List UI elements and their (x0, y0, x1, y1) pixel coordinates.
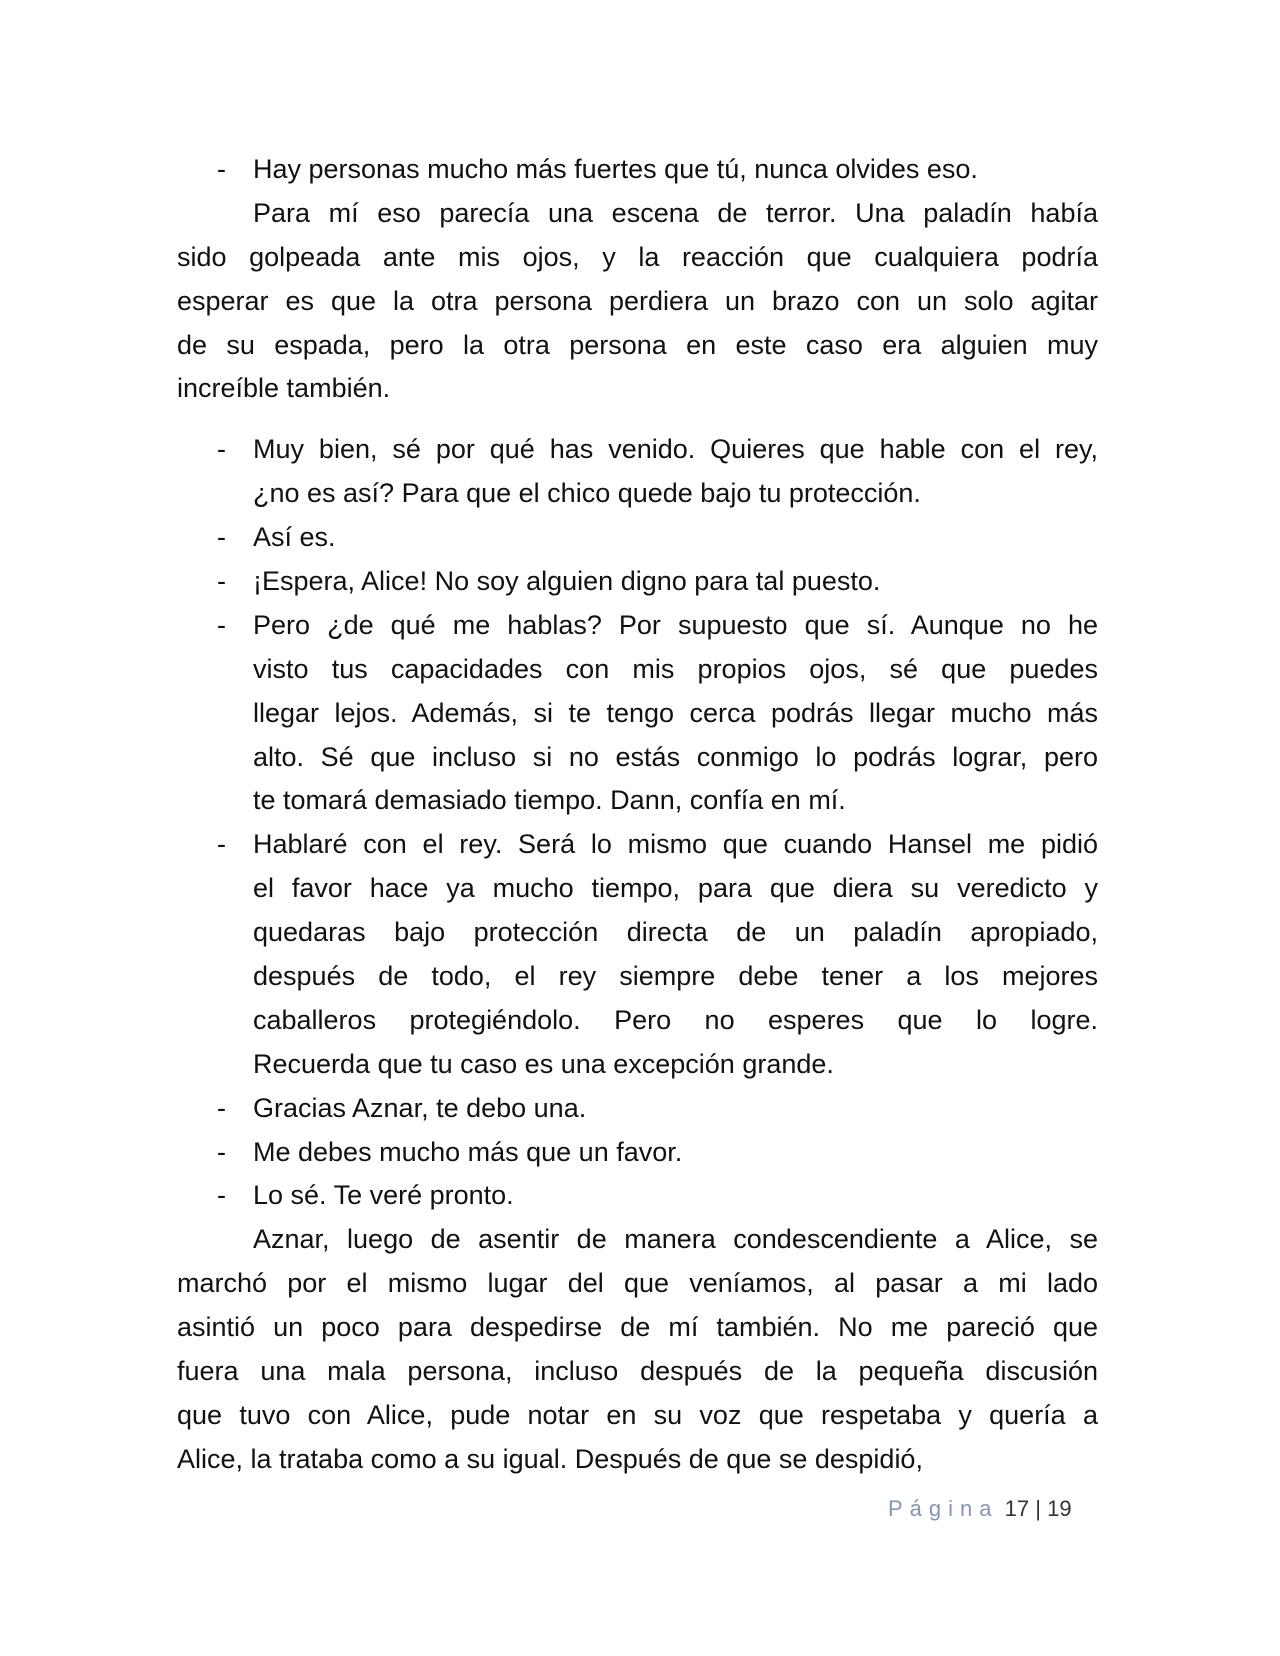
line-text: te tomará demasiado tiempo. Dann, confía en mí. (253, 785, 846, 816)
text-line (177, 736, 1098, 780)
text-line (177, 999, 1098, 1043)
text-line (177, 1218, 1098, 1262)
text-line (177, 867, 1098, 911)
line-text: Hay personas mucho más fuertes que tú, nunca olvides eso. (253, 154, 978, 184)
page-footer (888, 1496, 1072, 1522)
dialogue-item (177, 428, 1098, 516)
line-text: Hablaré con el rey. Será lo mismo que cuando Hansel me pidió (253, 829, 1098, 860)
text-line (177, 1306, 1098, 1350)
text-line (177, 779, 1098, 823)
text-line (177, 516, 1098, 560)
text-line (177, 1438, 1098, 1482)
line-text: Me debes mucho más que un favor. (253, 1136, 683, 1167)
text-line (177, 324, 1098, 368)
line-text: caballeros protegiéndolo. Pero no esperes que lo logre. (253, 1004, 1098, 1035)
line-text: Lo sé. Te veré pronto. (253, 1180, 514, 1211)
bullet-dash: - (217, 154, 226, 184)
text-line (177, 367, 1098, 411)
line-text: ¿no es así? Para que el chico quede bajo tu protección. (253, 478, 921, 509)
paragraph-gap (177, 411, 1098, 428)
bullet-dash: - (217, 434, 226, 465)
text-line (177, 1174, 1098, 1218)
dialogue-item (177, 1087, 1098, 1131)
line-text: increíble también. (177, 373, 391, 404)
bullet-dash: - (217, 522, 226, 553)
text-line (177, 1043, 1098, 1087)
text-line (177, 1394, 1098, 1438)
line-text: ¡Espera, Alice! No soy alguien digno para tal puesto. (253, 566, 881, 597)
text-line (177, 823, 1098, 867)
dialogue-item (177, 823, 1098, 1086)
bullet-dash: - (217, 609, 226, 640)
dialogue-item (177, 516, 1098, 560)
line-text: alto. Sé que incluso si no estás conmigo lo podrás lograr, pero (253, 741, 1098, 772)
page-label: Página (888, 1496, 999, 1521)
line-text: Gracias Aznar, te debo una. (253, 1092, 587, 1123)
page-number: 17 (1004, 1496, 1030, 1521)
bullet-dash: - (217, 566, 226, 597)
line-text: esperar es que la otra persona perdiera un brazo con un solo agitar (177, 285, 1098, 316)
bullet-dash: - (217, 1180, 226, 1211)
line-text: Alice, la trataba como a su igual. Después de que se despidió, (177, 1443, 923, 1474)
text-line (177, 192, 1098, 236)
line-text: Para mí eso parecía una escena de terror. Una paladín había (253, 197, 1098, 228)
text-line (177, 692, 1098, 736)
paragraph (177, 1218, 1098, 1481)
text-line (177, 911, 1098, 955)
text-line (177, 560, 1098, 604)
text-line (177, 1262, 1098, 1306)
line-text: quedaras bajo protección directa de un paladín apropiado, (253, 917, 1098, 948)
line-text: llegar lejos. Además, si te tengo cerca podrás llegar mucho más (253, 697, 1098, 728)
line-text: sido golpeada ante mis ojos, y la reacción que cualquiera podría (177, 241, 1098, 272)
text-line (177, 1350, 1098, 1394)
line-text: asintió un poco para despedirse de mí también. No me pareció que (177, 1312, 1098, 1343)
text-line (177, 280, 1098, 324)
text-line (177, 604, 1098, 648)
line-text: Recuerda que tu caso es una excepción grande. (253, 1048, 834, 1079)
page-total: 19 (1047, 1496, 1072, 1521)
text-line (177, 1087, 1098, 1131)
line-text: Pero ¿de qué me hablas? Por supuesto que sí. Aunque no he (253, 609, 1098, 640)
line-text: que tuvo con Alice, pude notar en su voz que respetaba y quería a (177, 1399, 1098, 1430)
text-line (177, 648, 1098, 692)
line-text: de su espada, pero la otra persona en este caso era alguien muy (177, 329, 1098, 360)
dialogue-item (177, 604, 1098, 823)
line-text: después de todo, el rey siempre debe tener a los mejores (253, 961, 1098, 992)
text-line (177, 1131, 1098, 1175)
text-line (177, 472, 1098, 516)
line-text: el favor hace ya mucho tiempo, para que diera su veredicto y (253, 873, 1098, 904)
text-line (177, 955, 1098, 999)
line-text: marchó por el mismo lugar del que veníamos, al pasar a mi lado (177, 1268, 1098, 1299)
page-separator: | (1035, 1496, 1041, 1521)
paragraph (177, 192, 1098, 411)
line-text: Muy bien, sé por qué has venido. Quieres que hable con el rey, (253, 434, 1098, 465)
text-line (177, 428, 1098, 472)
dialogue-item (177, 1174, 1098, 1218)
text-line (177, 236, 1098, 280)
dialogue-item (177, 1131, 1098, 1175)
line-text: visto tus capacidades con mis propios ojos, sé que puedes (253, 653, 1098, 684)
page-body (177, 148, 1098, 1482)
bullet-dash: - (217, 1092, 226, 1123)
dialogue-item (177, 560, 1098, 604)
line-text: Así es. (253, 522, 336, 553)
line-text: fuera una mala persona, incluso después de la pequeña discusión (177, 1356, 1098, 1387)
dialogue-item (177, 148, 1098, 192)
text-line (177, 148, 1098, 192)
bullet-dash: - (217, 1136, 226, 1167)
line-text: Aznar, luego de asentir de manera condescendiente a Alice, se (253, 1224, 1098, 1255)
bullet-dash: - (217, 829, 226, 860)
